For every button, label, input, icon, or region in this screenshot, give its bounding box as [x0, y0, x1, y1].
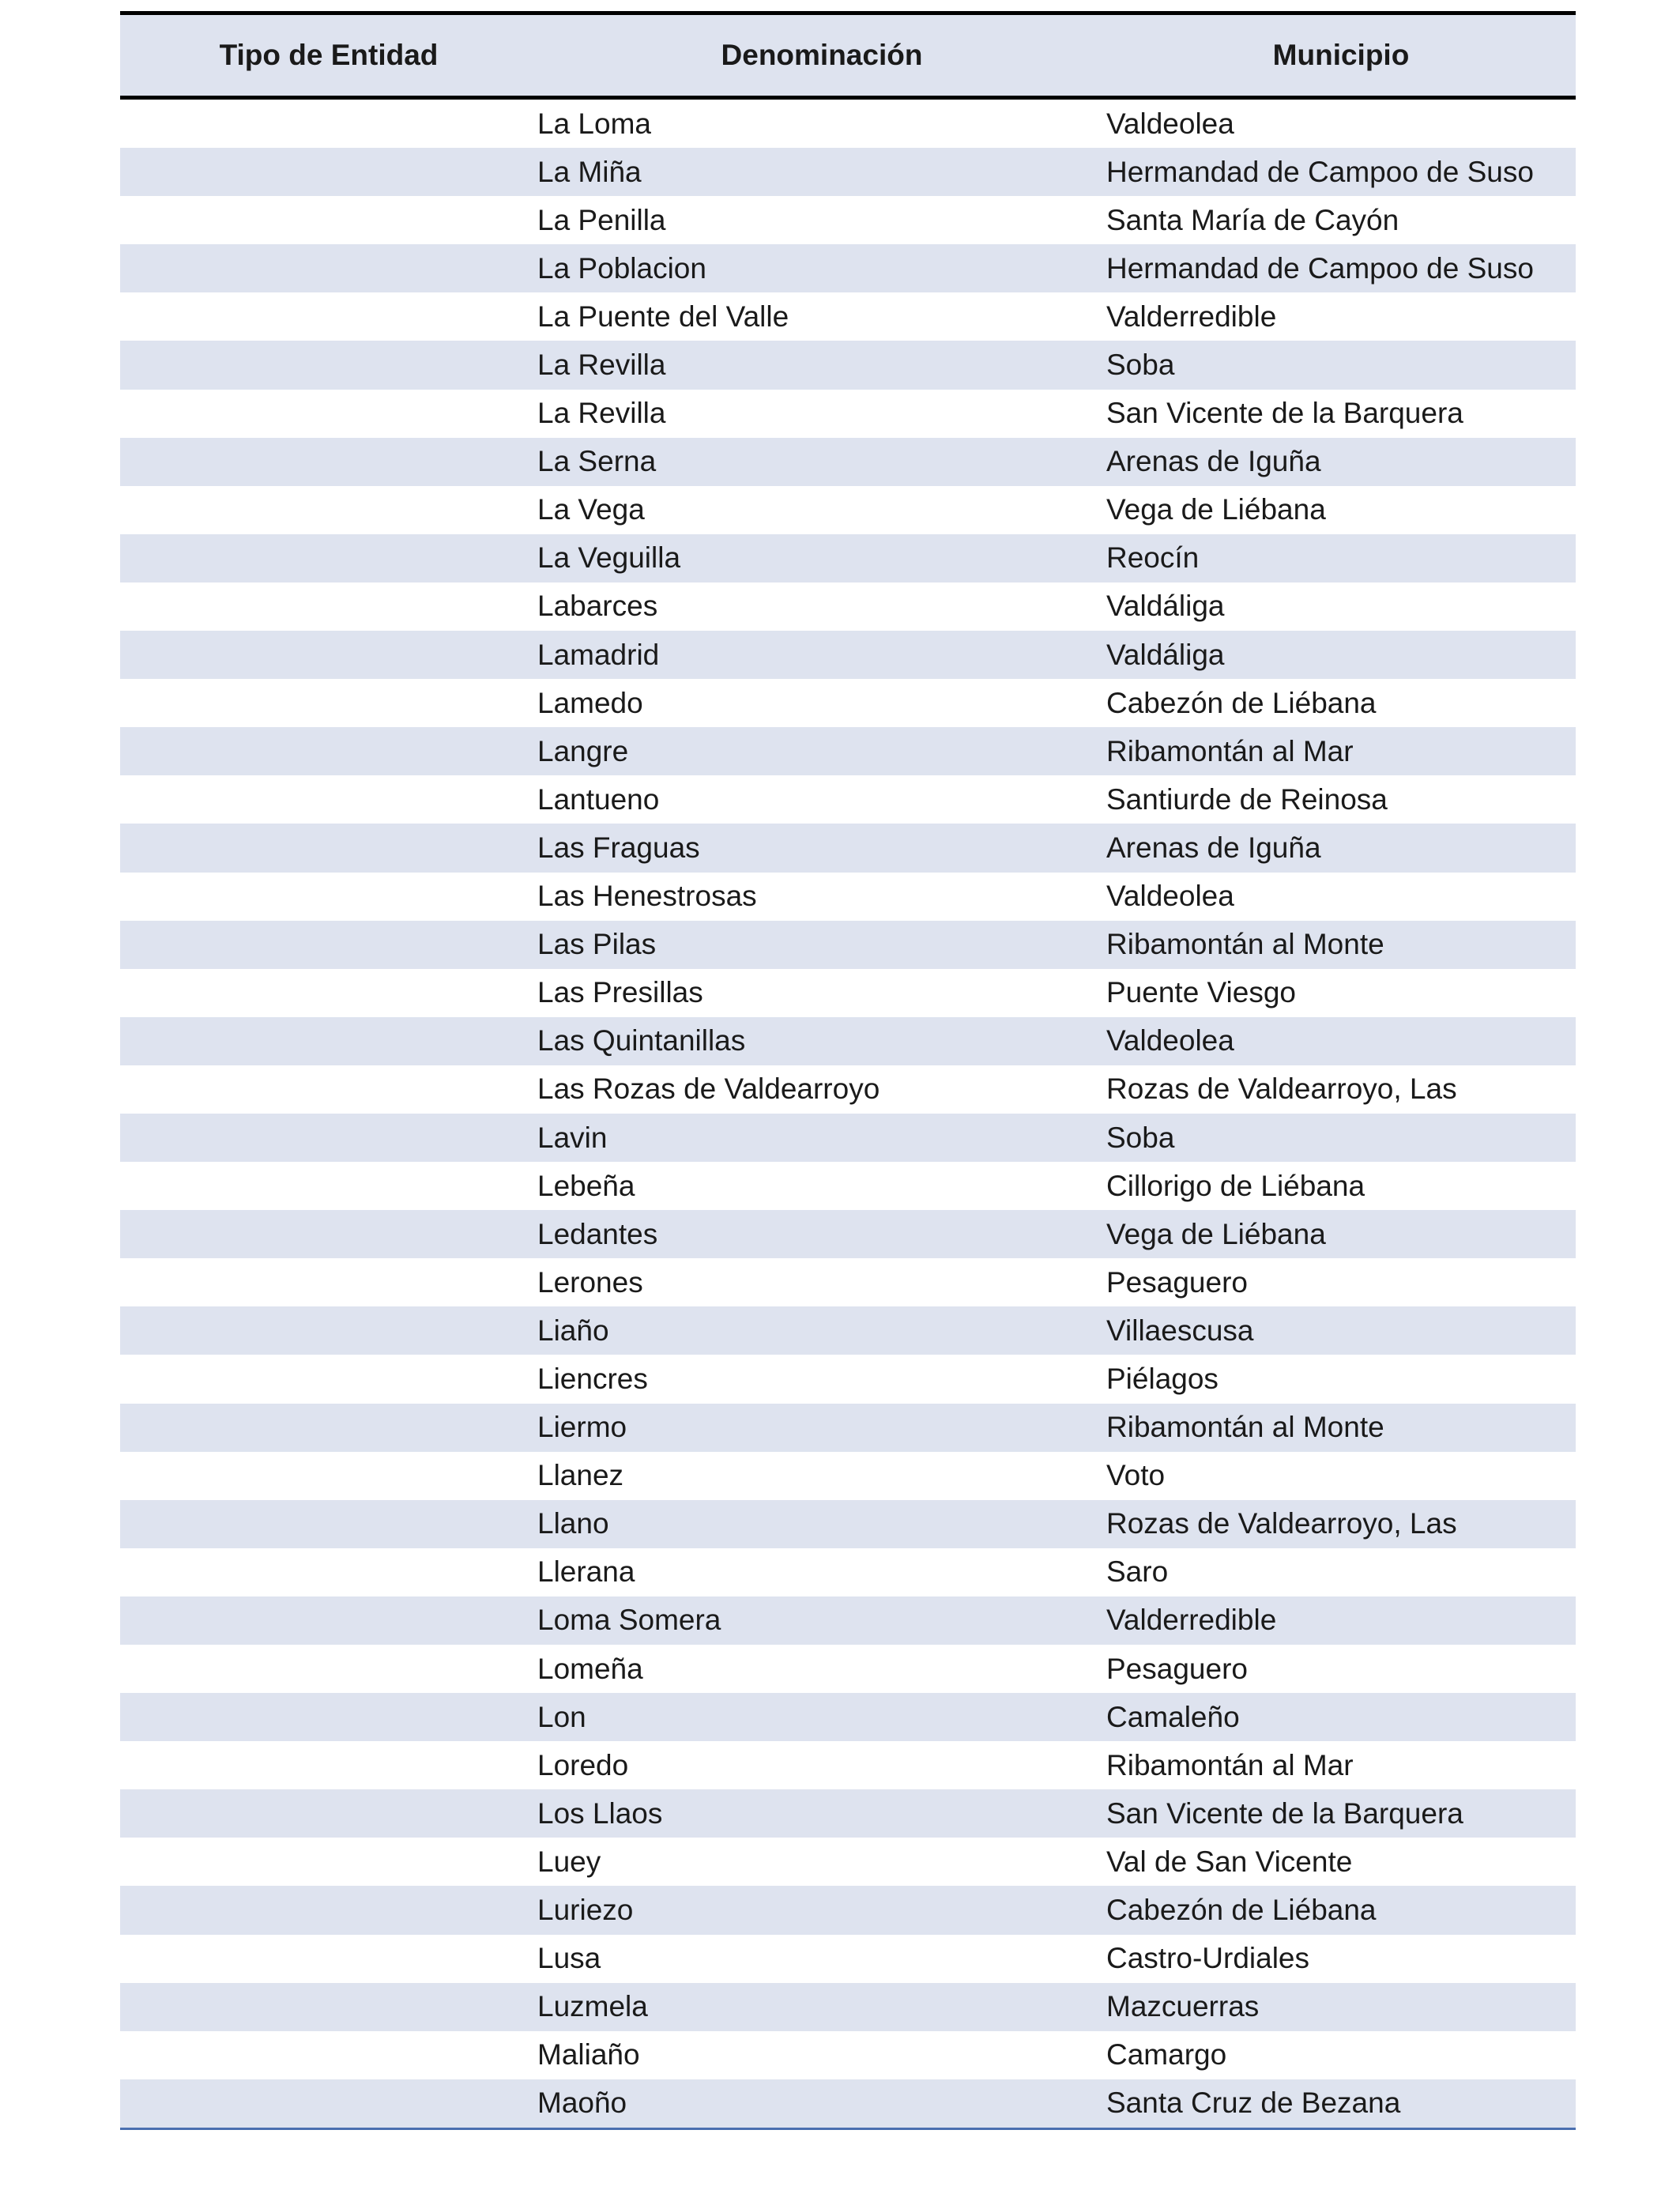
cell-tipo-de-entidad	[120, 969, 537, 1017]
cell-denominacion: Las Rozas de Valdearroyo	[537, 1072, 880, 1106]
table-row	[120, 1789, 1576, 1838]
cell-tipo-de-entidad	[120, 1741, 537, 1789]
cell-tipo-de-entidad	[120, 196, 537, 244]
cell-denominacion: La Serna	[537, 445, 657, 478]
cell-tipo-de-entidad	[120, 1017, 537, 1065]
table-row	[120, 292, 1576, 341]
entities-table	[120, 11, 1576, 2130]
cell-tipo-de-entidad	[120, 1258, 537, 1306]
table-row	[120, 1596, 1576, 1645]
cell-municipio: Ribamontán al Mar	[1106, 734, 1354, 767]
table-row	[120, 727, 1576, 775]
cell-tipo-de-entidad	[120, 1983, 537, 2031]
cell-municipio: Ribamontán al Mar	[1106, 1748, 1354, 1781]
cell-denominacion: Lamedo	[537, 686, 643, 719]
table-row	[120, 969, 1576, 1017]
table-row	[120, 1886, 1576, 1934]
cell-denominacion: Liencres	[537, 1362, 648, 1395]
table-header	[120, 13, 1576, 98]
cell-tipo-de-entidad	[120, 1355, 537, 1403]
cell-denominacion: Las Fraguas	[537, 831, 700, 864]
cell-denominacion: Luriezo	[537, 1894, 634, 1927]
cell-municipio: Valderredible	[1106, 300, 1277, 333]
cell-denominacion: La Vega	[537, 493, 645, 526]
cell-tipo-de-entidad	[120, 679, 537, 727]
table-row	[120, 1306, 1576, 1355]
cell-municipio: Camaleño	[1106, 1700, 1240, 1733]
table-row	[120, 1693, 1576, 1741]
cell-municipio: Reocín	[1106, 541, 1200, 575]
cell-tipo-de-entidad	[120, 2031, 537, 2079]
cell-municipio: Hermandad de Campoo de Suso	[1106, 155, 1534, 188]
cell-tipo-de-entidad	[120, 341, 537, 389]
cell-denominacion: Lavin	[537, 1121, 608, 1154]
cell-denominacion: La Puente del Valle	[537, 300, 789, 333]
header-row	[120, 13, 1576, 98]
cell-municipio: Ribamontán al Monte	[1106, 1411, 1384, 1444]
cell-municipio: Arenas de Iguña	[1106, 445, 1321, 478]
cell-municipio: Valdeolea	[1106, 880, 1234, 913]
table-row	[120, 1065, 1576, 1114]
cell-municipio: Santa María de Cayón	[1106, 203, 1399, 236]
table-row	[120, 2079, 1576, 2129]
cell-tipo-de-entidad	[120, 1452, 537, 1500]
cell-denominacion: Las Pilas	[537, 928, 657, 961]
cell-tipo-de-entidad	[120, 873, 537, 921]
cell-denominacion: Los Llaos	[537, 1796, 663, 1830]
cell-tipo-de-entidad	[120, 1404, 537, 1452]
cell-tipo-de-entidad	[120, 1548, 537, 1596]
cell-tipo-de-entidad	[120, 1500, 537, 1548]
table-row	[120, 679, 1576, 727]
cell-tipo-de-entidad	[120, 631, 537, 679]
cell-tipo-de-entidad	[120, 1886, 537, 1934]
cell-municipio: San Vicente de la Barquera	[1106, 1796, 1463, 1830]
cell-tipo-de-entidad	[120, 438, 537, 486]
cell-municipio: Soba	[1106, 1121, 1175, 1154]
table-row	[120, 1500, 1576, 1548]
cell-municipio: Santa Cruz de Bezana	[1106, 2079, 1576, 2129]
table-row	[120, 244, 1576, 292]
cell-denominacion: Liermo	[537, 1411, 627, 1444]
cell-municipio: Valdeolea	[1106, 1024, 1234, 1057]
cell-tipo-de-entidad	[120, 582, 537, 631]
cell-tipo-de-entidad	[120, 390, 537, 438]
cell-denominacion: Las Presillas	[537, 976, 703, 1009]
table-row	[120, 582, 1576, 631]
cell-tipo-de-entidad	[120, 824, 537, 872]
cell-municipio: San Vicente de la Barquera	[1106, 397, 1463, 430]
cell-tipo-de-entidad	[120, 1645, 537, 1693]
cell-denominacion: La Loma	[537, 107, 651, 140]
cell-municipio: Puente Viesgo	[1106, 976, 1297, 1009]
cell-tipo-de-entidad	[120, 921, 537, 969]
table-row	[120, 1983, 1576, 2031]
cell-municipio: Ribamontán al Monte	[1106, 928, 1384, 961]
cell-denominacion: Luey	[537, 1845, 601, 1878]
table-row	[120, 824, 1576, 872]
cell-tipo-de-entidad	[120, 1596, 537, 1645]
cell-denominacion: Maoño	[537, 2079, 1106, 2129]
table-row	[120, 438, 1576, 486]
cell-tipo-de-entidad	[120, 1838, 537, 1886]
cell-tipo-de-entidad	[120, 1789, 537, 1838]
cell-tipo-de-entidad	[120, 775, 537, 824]
cell-denominacion: La Miña	[537, 155, 642, 188]
cell-municipio: Piélagos	[1106, 1362, 1219, 1395]
cell-denominacion: La Penilla	[537, 203, 666, 236]
cell-municipio: Santiurde de Reinosa	[1106, 782, 1388, 816]
table-row	[120, 2031, 1576, 2079]
cell-municipio: Valdeolea	[1106, 107, 1234, 140]
cell-denominacion: Llerana	[537, 1555, 635, 1589]
table-row	[120, 148, 1576, 196]
cell-tipo-de-entidad	[120, 534, 537, 582]
cell-tipo-de-entidad	[120, 148, 537, 196]
cell-municipio: Rozas de Valdearroyo, Las	[1106, 1507, 1457, 1540]
cell-denominacion: La Poblacion	[537, 251, 706, 285]
cell-denominacion: Lamadrid	[537, 638, 660, 671]
cell-denominacion: Ledantes	[537, 1217, 658, 1250]
table-row	[120, 1162, 1576, 1210]
table-row	[120, 98, 1576, 149]
cell-denominacion: Lebeña	[537, 1169, 635, 1202]
cell-denominacion: Lusa	[537, 1942, 601, 1975]
cell-denominacion: Lerones	[537, 1265, 643, 1299]
cell-denominacion: Maliaño	[537, 2038, 640, 2071]
cell-denominacion: Loma Somera	[537, 1604, 721, 1637]
cell-municipio: Arenas de Iguña	[1106, 831, 1321, 864]
header-municipio: Municipio	[1106, 13, 1576, 98]
table-row	[120, 1404, 1576, 1452]
cell-municipio: Voto	[1106, 1459, 1166, 1492]
table-row	[120, 1452, 1576, 1500]
table-row	[120, 1741, 1576, 1789]
cell-municipio: Pesaguero	[1106, 1652, 1248, 1685]
table-row	[120, 1210, 1576, 1258]
cell-tipo-de-entidad	[120, 244, 537, 292]
table-row	[120, 534, 1576, 582]
cell-tipo-de-entidad	[120, 1935, 537, 1983]
cell-tipo-de-entidad	[120, 486, 537, 534]
cell-tipo-de-entidad	[120, 1693, 537, 1741]
cell-denominacion: Llanez	[537, 1459, 624, 1492]
cell-denominacion: Labarces	[537, 590, 658, 623]
table-row	[120, 1645, 1576, 1693]
cell-denominacion: Las Quintanillas	[537, 1024, 746, 1057]
cell-denominacion: Lon	[537, 1700, 586, 1733]
table-row	[120, 1114, 1576, 1162]
table-row	[120, 1258, 1576, 1306]
table-body	[120, 98, 1576, 2129]
cell-tipo-de-entidad	[120, 1065, 537, 1114]
cell-municipio: Soba	[1106, 349, 1175, 382]
document-page	[120, 11, 1576, 2130]
cell-tipo-de-entidad	[120, 292, 537, 341]
cell-municipio: Valdáliga	[1106, 638, 1225, 671]
cell-denominacion: Langre	[537, 734, 629, 767]
header-tipo-de-entidad: Tipo de Entidad	[120, 13, 537, 98]
cell-denominacion: Liaño	[537, 1314, 609, 1347]
cell-tipo-de-entidad	[120, 1114, 537, 1162]
cell-tipo-de-entidad	[120, 1210, 537, 1258]
table-row	[120, 1838, 1576, 1886]
cell-municipio: Vega de Liébana	[1106, 1217, 1326, 1250]
cell-municipio: Villaescusa	[1106, 1314, 1254, 1347]
cell-denominacion: La Veguilla	[537, 541, 681, 575]
table-row	[120, 921, 1576, 969]
cell-tipo-de-entidad	[120, 98, 537, 149]
cell-municipio: Castro-Urdiales	[1106, 1942, 1310, 1975]
cell-municipio: Pesaguero	[1106, 1265, 1248, 1299]
cell-municipio: Vega de Liébana	[1106, 493, 1326, 526]
table-row	[120, 1355, 1576, 1403]
cell-municipio: Rozas de Valdearroyo, Las	[1106, 1072, 1457, 1106]
cell-denominacion: Luzmela	[537, 1990, 648, 2023]
table-row	[120, 390, 1576, 438]
cell-municipio: Cabezón de Liébana	[1106, 686, 1377, 719]
cell-municipio: Saro	[1106, 1555, 1169, 1589]
cell-denominacion: Las Henestrosas	[537, 880, 757, 913]
table-row	[120, 775, 1576, 824]
cell-municipio: Val de San Vicente	[1106, 1845, 1353, 1878]
cell-tipo-de-entidad	[120, 1306, 537, 1355]
cell-denominacion: Loredo	[537, 1748, 629, 1781]
table-row	[120, 873, 1576, 921]
table-row	[120, 631, 1576, 679]
table-row	[120, 196, 1576, 244]
table-row	[120, 1935, 1576, 1983]
cell-denominacion: Llano	[537, 1507, 609, 1540]
table-row	[120, 1548, 1576, 1596]
cell-denominacion: Lantueno	[537, 782, 660, 816]
cell-tipo-de-entidad	[120, 727, 537, 775]
cell-municipio: Hermandad de Campoo de Suso	[1106, 251, 1534, 285]
cell-municipio: Valdáliga	[1106, 590, 1225, 623]
cell-municipio: Mazcuerras	[1106, 1990, 1260, 2023]
cell-denominacion: Lomeña	[537, 1652, 643, 1685]
table-row	[120, 486, 1576, 534]
cell-municipio: Camargo	[1106, 2038, 1227, 2071]
cell-denominacion: La Revilla	[537, 397, 666, 430]
table-row	[120, 341, 1576, 389]
cell-municipio: Valderredible	[1106, 1604, 1277, 1637]
cell-municipio: Cillorigo de Liébana	[1106, 1169, 1365, 1202]
header-denominacion: Denominación	[537, 13, 1106, 98]
cell-municipio: Cabezón de Liébana	[1106, 1894, 1377, 1927]
cell-denominacion: La Revilla	[537, 349, 666, 382]
table-row	[120, 1017, 1576, 1065]
cell-tipo-de-entidad	[120, 1162, 537, 1210]
cell-tipo-de-entidad	[120, 2079, 537, 2129]
